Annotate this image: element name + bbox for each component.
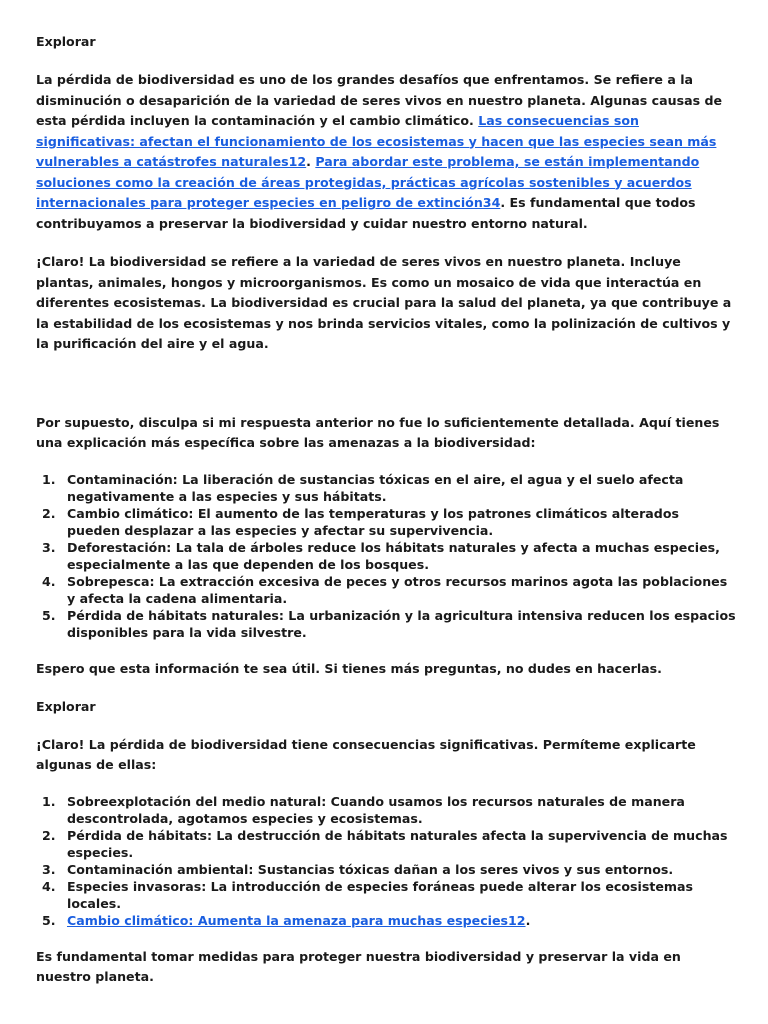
paragraph-conclusion: Es fundamental tomar medidas para proteger nuestra biodiversidad y preservar la vida en nuestro planeta. <box>36 948 681 984</box>
list-item <box>36 793 736 827</box>
list-item-text: Sobrepesca: La extracción excesiva de peces y otros recursos marinos agota las poblaciones y afecta la cadena alimentaria. <box>67 573 728 606</box>
section-heading-explorar-1: Explorar <box>36 34 96 49</box>
list-item <box>36 878 736 912</box>
list-item-text: Contaminación ambiental: Sustancias tóxicas dañan a los seres vivos y sus entornos. <box>67 861 674 877</box>
paragraph-text: . Es fundamental que todos contribuyamos a preservar la biodiversidad y cuidar nuestro entorno natural. <box>36 195 696 231</box>
list-item <box>36 539 736 573</box>
list-number: 3. <box>42 539 56 555</box>
spacer <box>36 373 736 413</box>
paragraph-biodiversity-definition: ¡Claro! La biodiversidad se refiere a la variedad de seres vivos en nuestro planeta. Incluye plantas, animales, hongos y microorganismos. Es como un mosaico de vida que interactúa en diferentes ecosistemas. La biodiversidad es crucial para la salud del planeta, ya que contribuye a la estabilidad de los ecosistemas y nos brinda servicios vitales, como la polinización de cultivos y la purificación del aire y el agua. <box>36 254 732 351</box>
list-item-text: Especies invasoras: La introducción de especies foráneas puede alterar los ecosistemas locales. <box>67 878 694 911</box>
paragraph-consequences-intro: ¡Claro! La pérdida de biodiversidad tiene consecuencias significativas. Permíteme explicarte algunas de ellas: <box>36 736 696 772</box>
paragraph-text: La pérdida de biodiversidad es uno de los grandes desafíos que enfrentamos. Se refiere a la disminución o desaparición de la variedad de seres vivos en nuestro planeta. Algunas causas de esta pérdida incluyen la contaminación y el cambio climático. <box>36 72 723 128</box>
list-item-text: Pérdida de hábitats: La destrucción de hábitats naturales afecta la supervivencia de muchas especies. <box>67 827 728 860</box>
list-number: 4. <box>42 878 56 894</box>
list-item <box>36 861 736 878</box>
list-item-text: Pérdida de hábitats naturales: La urbanización y la agricultura intensiva reducen los espacios disponibles para la vida silvestre. <box>67 607 736 640</box>
list-item-text: Contaminación: La liberación de sustancias tóxicas en el aire, el agua y el suelo afecta negativamente a las especies y sus hábitats. <box>67 471 684 504</box>
list-item-text: . <box>525 912 531 928</box>
list-number: 2. <box>42 505 56 521</box>
paragraph-threats-intro: Por supuesto, disculpa si mi respuesta anterior no fue lo suficientemente detallada. Aquí tienes una explicación más específica sobre las amenazas a la biodiversidad: <box>36 414 720 450</box>
list-number: 5. <box>42 912 56 928</box>
list-item-text: Deforestación: La tala de árboles reduce los hábitats naturales y afecta a muchas especies, especialmente a las que dependen de los bosques. <box>67 539 720 572</box>
list-item-text: Sobreexplotación del medio natural: Cuando usamos los recursos naturales de manera descontrolada, agotamos especies y ecosistemas. <box>67 793 685 826</box>
list-item <box>36 573 736 607</box>
consequences-list <box>36 793 736 929</box>
climate-change-link[interactable]: Cambio climático: Aumenta la amenaza para muchas especies12 <box>67 912 526 928</box>
solutions-link[interactable]: Para abordar este problema, se están implementando soluciones como la creación de áreas protegidas, prácticas agrícolas sostenibles y acuerdos internacionales para proteger especies en peligro de extinción34 <box>36 154 700 210</box>
list-number: 1. <box>42 471 56 487</box>
threats-list <box>36 471 736 641</box>
document-page <box>36 32 736 1005</box>
list-item <box>36 827 736 861</box>
list-item <box>36 912 736 929</box>
list-item <box>36 505 736 539</box>
paragraph-threats-outro: Espero que esta información te sea útil. Si tienes más preguntas, no dudes en hacerlas. <box>36 660 662 676</box>
list-number: 1. <box>42 793 56 809</box>
list-item-text: Cambio climático: El aumento de las temperaturas y los patrones climáticos alterados pueden desplazar a las especies y afectar su supervivencia. <box>67 505 679 538</box>
section-heading-explorar-2: Explorar <box>36 698 96 714</box>
list-item <box>36 607 736 641</box>
list-item <box>36 471 736 505</box>
consequences-link[interactable]: Las consecuencias son significativas: afectan el funcionamiento de los ecosistemas y hacen que las especies sean más vulnerables a catástrofes naturales12 <box>36 113 717 169</box>
paragraph-biodiversity-loss <box>36 70 736 234</box>
list-number: 2. <box>42 827 56 843</box>
paragraph-text: . <box>306 154 316 169</box>
list-number: 4. <box>42 573 56 589</box>
list-number: 3. <box>42 861 56 877</box>
list-number: 5. <box>42 607 56 623</box>
